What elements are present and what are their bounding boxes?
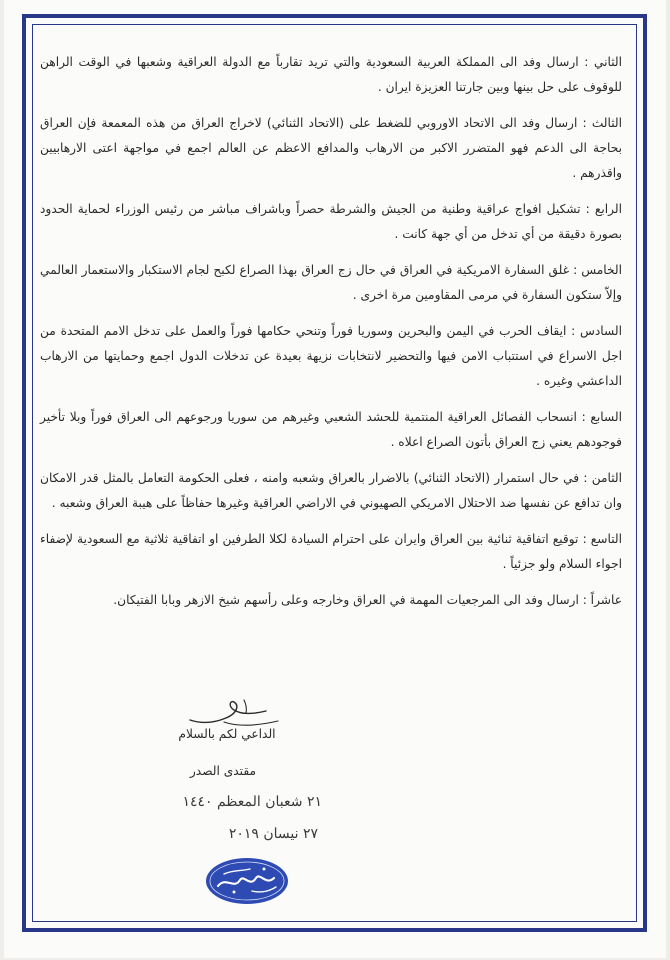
- seal-icon: [204, 856, 290, 906]
- paragraph-ninth: التاسع : توقيع اتفاقية ثنائية بين العراق وايران على احترام السيادة لكلا الطرفين او اتفاقية ثلاثية مع السعودية لإضفاء اجواء السلام ولو جزئياً .: [40, 532, 622, 571]
- paragraph-third: الثالث : ارسال وفد الى الاتحاد الاوروبي للضغط على (الاتحاد الثنائي) لاخراج العراق من هذه المعمعة فإن العراق بحاجة الى الدعم فهو المتضرر الاكبر من الارهاب والمدافع الاعظم عن العالم اجمع في مواجهة اعتى الارهابيين واقذرهم .: [40, 116, 622, 180]
- paragraph-seventh: السابع : انسحاب الفصائل العراقية المنتمية للحشد الشعبي وغيرهم من سوريا ورجوعهم الى العراق فوراً وبلا تأخير فوجودهم يعني زج العراق بأتون الصراع اعلاه .: [40, 410, 622, 449]
- gregorian-date: ٢٧ نيسان ٢٠١٩: [228, 826, 318, 842]
- paragraph-sixth: السادس : ايقاف الحرب في اليمن والبحرين وسوريا فوراً وتنحي حكامها فوراً والعمل على تدخل الامم المتحدة من اجل الاسراع في استتباب الامن فيها والتحضير لانتخابات نزيهة بعيدة عن تدخلات الدول اجمع وحمايتها من الارهاب الداعشي وغيره .: [40, 324, 622, 388]
- letter-body: [40, 50, 622, 624]
- paragraph-fourth: الرابع : تشكيل افواج عراقية وطنية من الجيش والشرطة حصراً وباشراف مباشر من رئيس الوزراء لحماية الحدود بصورة دقيقة من أي تدخل من أي جهة كانت .: [40, 202, 622, 241]
- paragraph-tenth: عاشراً : ارسال وفد الى المرجعيات المهمة في العراق وخارجه وعلى رأسهم شيخ الازهر وبابا الفتيكان.: [113, 593, 622, 607]
- sender-name: مقتدى الصدر: [189, 764, 257, 778]
- paragraph-eighth: الثامن : في حال استمرار (الاتحاد الثنائي) بالاضرار بالعراق وشعبه وامنه ، فعلى الحكومة التعامل بالمثل قدر الامكان وان تدافع عن نفسها ضد الاحتلال الامريكي الصهيوني في الاراضي العراقية وغيرها حفاظاً على هيبة العراق وشعبه .: [40, 471, 622, 510]
- signature-icon: [184, 694, 284, 730]
- paragraph-second: الثاني : ارسال وفد الى المملكة العربية السعودية والتي تريد تقارباً مع الدولة العراقية وشعبها في الوقت الراهن للوقوف على حل بينها وبين جارتنا العزيزة ايران .: [40, 55, 622, 94]
- closing-greeting: الداعي لكم بالسلام: [178, 727, 276, 741]
- paragraph-fifth: الخامس : غلق السفارة الامريكية في العراق في حال زج العراق بهذا الصراع لكبح لجام الاستكبار والاستعمار العالمي وإلاّ ستكون السفارة في مرمى المقاومين مرة اخرى .: [40, 263, 622, 302]
- hijri-date: ٢١ شعبان المعظم ١٤٤٠: [182, 794, 322, 810]
